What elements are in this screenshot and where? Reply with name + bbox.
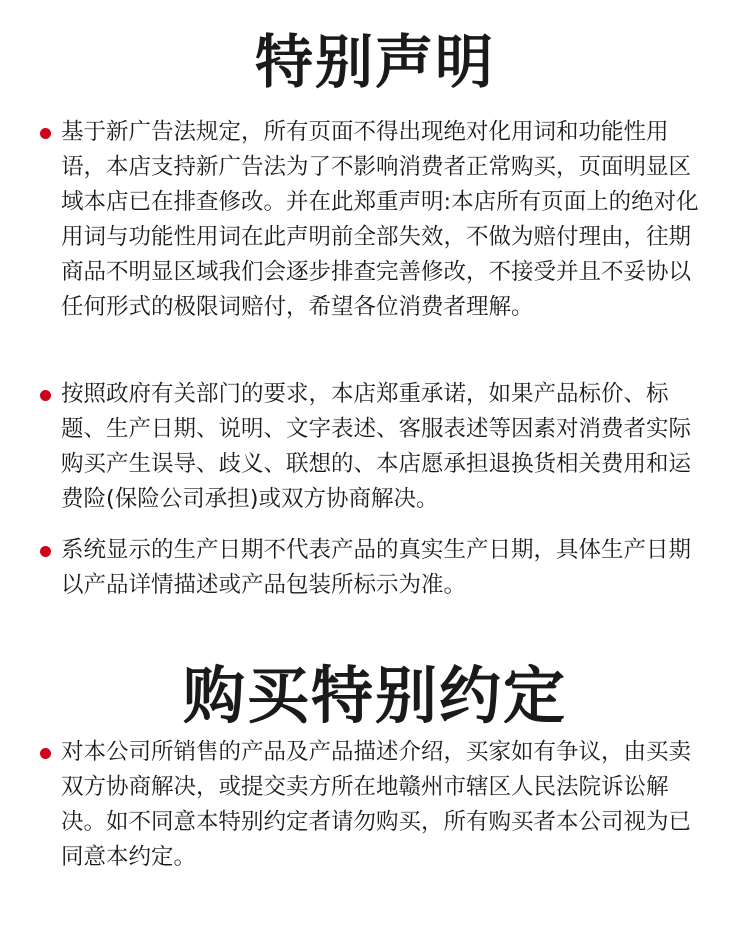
statement-text: 基于新广告法规定，所有页面不得出现绝对化用词和功能性用语，本店支持新广告法为了不影响消费者正常购买，页面明显区域本店已在排查修改。并在此郑重声明:本店所有页面上的绝对化用词与功能性用词在此声明前全部失效，不做为赔付理由，往期商品不明显区域我们会逐步排查完善修改，不接受并且不妥协以任何形式的极限词赔付，希望各位消费者理解。 [61, 119, 699, 320]
agreement-text: 对本公司所销售的产品及产品描述介绍，买家如有争议，由买卖双方协商解决，或提交卖方所在地赣州市辖区人民法院诉讼解决。如不同意本特别约定者请勿购买，所有购买者本公司视为已同意本约定。 [61, 739, 692, 870]
statement-item [40, 115, 708, 325]
section-title-purchase-agreement: 购买特别约定 [182, 659, 567, 732]
agreement-item [40, 735, 708, 875]
statement-item [40, 377, 708, 517]
bullet-dot-icon [40, 390, 51, 401]
statement-item [40, 533, 708, 603]
section-title-special-statement: 特别声明 [254, 28, 495, 96]
bullet-dot-icon [40, 128, 51, 139]
bullet-dot-icon [40, 748, 51, 759]
statement-text: 按照政府有关部门的要求，本店郑重承诺，如果产品标价、标题、生产日期、说明、文字表述、客服表述等因素对消费者实际购买产生误导、歧义、联想的、本店愿承担退换货相关费用和运费险(保险公司承担)或双方协商解决。 [61, 381, 692, 512]
bullet-dot-icon [40, 546, 51, 557]
statement-text: 系统显示的生产日期不代表产品的真实生产日期，具体生产日期以产品详情描述或产品包装所标示为准。 [61, 537, 692, 598]
